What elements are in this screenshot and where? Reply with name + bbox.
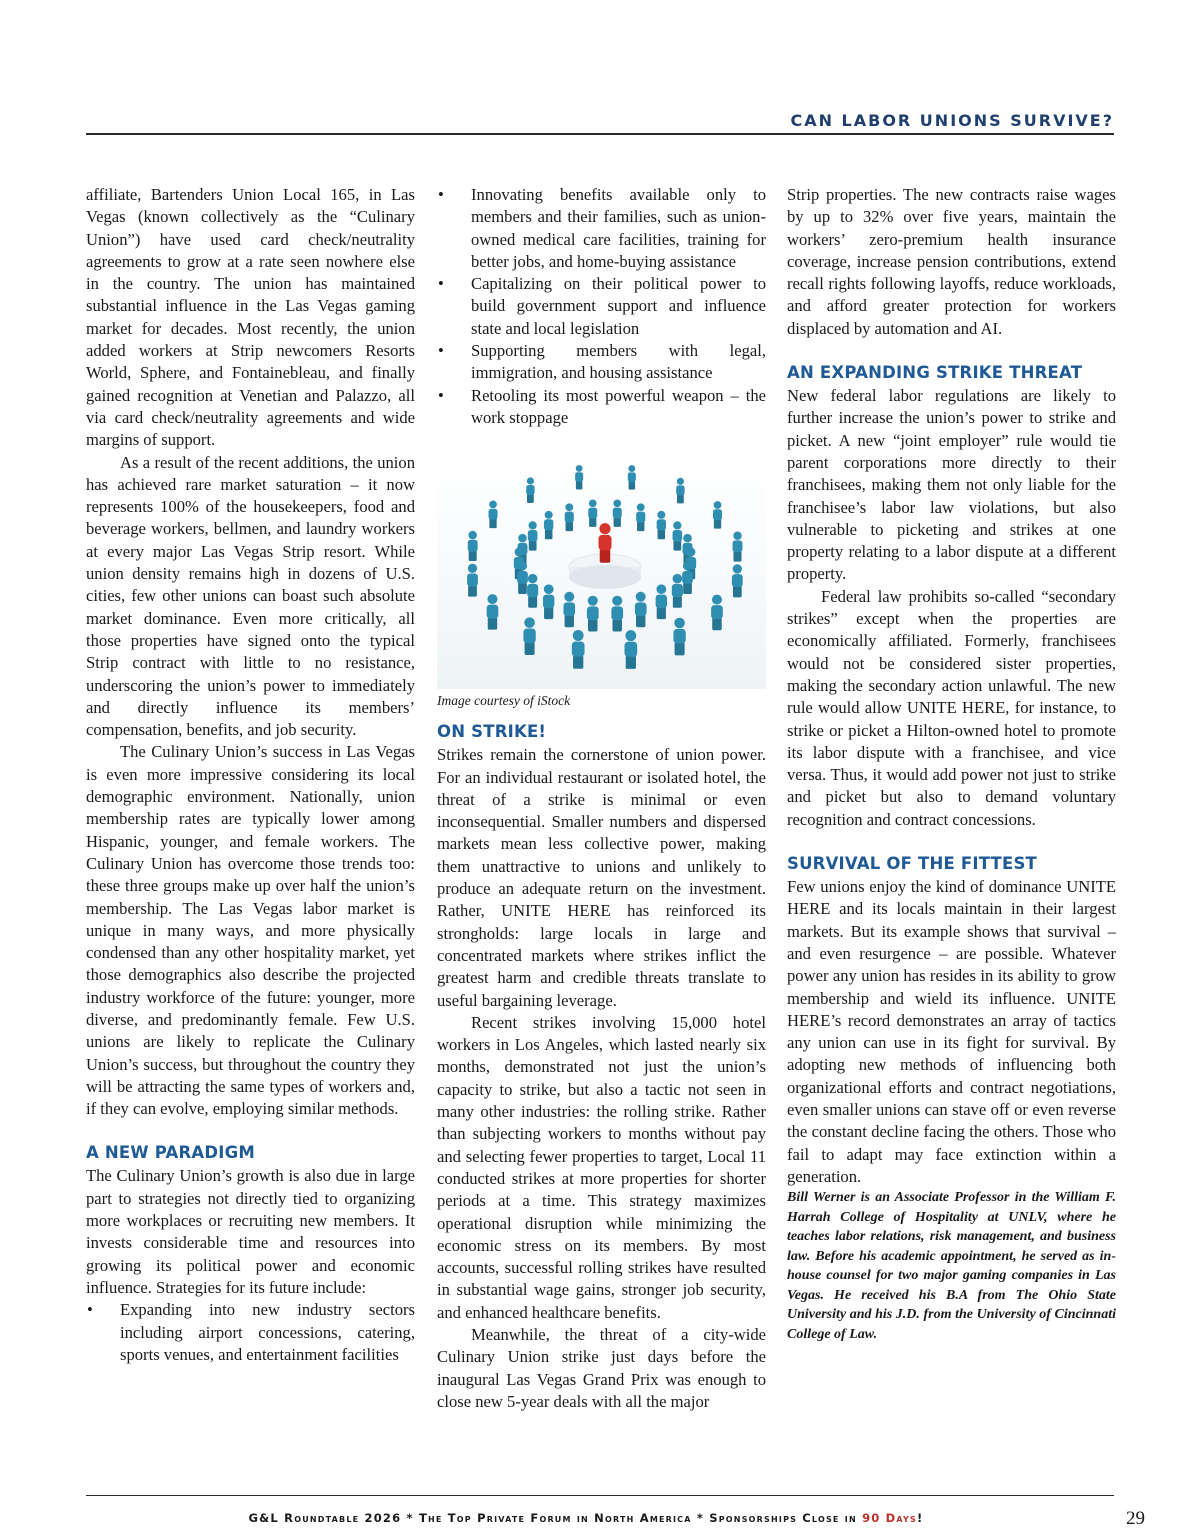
footer-accent: 90 Days — [862, 1511, 917, 1525]
crowd-figure — [628, 465, 636, 489]
crowd-figure — [635, 592, 647, 627]
crowd-figure — [611, 596, 623, 632]
section-heading-survival-of-the-fittest: SURVIVAL OF THE FITTEST — [787, 854, 1038, 874]
crowd-figure — [636, 504, 645, 532]
paragraph: Meanwhile, the threat of a city-wide Culinary Union strike just days before the inaugural Las Vegas Grand Prix was enough to close new 5-year deals with all the major — [437, 1324, 766, 1411]
crowd-figure — [711, 595, 723, 631]
bullet-symbol: • — [438, 185, 444, 204]
paragraph: Few unions enjoy the kind of dominance UNITE HERE and its locals maintain in their largest markets. But its example shows that survival – and even resurgence – are possible. Whatever power any union has resides in its ability to grow membership and wield its influence. UNITE HERE’s record demonstrates an array of tactics any union can use in its fight for survival. By adopting new methods of influencing both organizational efforts and contract negotiations, even smaller unions can stave off or even reverse the constant decline facing the others. Those who fail to adapt may face extinction within a generation. — [787, 877, 1116, 1186]
crowd-figure — [733, 532, 743, 562]
list-item-text: Innovating benefits available only to members and their families, such as union-owned medical care facilities, training for better jobs, and home-buying assistance — [471, 185, 766, 271]
paragraph: New federal labor regulations are likely to further increase the union’s power to strike and picket. A new “joint employer” rule would tie parent corporations more directly to their franchisees, making them not only liable for the franchisee’s labor law violations, but also vulnerable to picketing and strikes at one property relating to a labor dispute at a different property. — [787, 386, 1116, 584]
crowd-figure — [673, 522, 683, 551]
footer-text: G&L Roundtable 2026 * The Top Private Forum in North America * Sponsorships Close in — [248, 1511, 863, 1525]
page-number: 29 — [1126, 1508, 1145, 1529]
list-item-text: Capitalizing on their political power to build government support and influence state and local legislation — [471, 274, 766, 338]
crowd-figure — [613, 500, 622, 527]
footer-banner — [86, 1511, 1086, 1525]
column-2 — [437, 184, 766, 1413]
list-item — [86, 1299, 415, 1366]
list-item-text: Retooling its most powerful weapon – the work stoppage — [471, 385, 766, 427]
author-bio: Bill Werner is an Associate Professor in the William F. Harrah College of Hospitality at UNLV, where he teaches labor relations, risk management, and business law. Before his academic appointment, he served as in-house counsel for two major gaming companies in Las Vegas. He received his B.A from The Ohio State University and his J.D. from the University of Cincinnati College of Law. — [787, 1190, 1116, 1342]
crowd-figures — [437, 451, 766, 689]
leader-figure — [598, 523, 611, 563]
footer-rule — [86, 1495, 1114, 1496]
crowd-illustration — [437, 451, 766, 689]
paragraph: Strip properties. The new contracts raise wages by up to 32% over five years, maintain the workers’ zero-premium health insurance coverage, increase pension contributions, extend recall rights following layoffs, reduce workloads, and afford greater protection for workers displaced by automation and AI. — [787, 185, 1116, 338]
crowd-figure — [487, 594, 499, 630]
list-item — [437, 184, 766, 273]
crowd-figure — [732, 565, 743, 598]
paragraph: Federal law prohibits so-called “secondary strikes” except when the properties are economically affiliated. Formerly, franchisees would not be considered sister properties, making the secondary action unlawful. The new rule would allow UNITE HERE, for instance, to strike or picket a Hilton-owned hotel to promote its labor dispute with a franchisee, and vice versa. Thus, it would add power not just to strike and picket but also to demand voluntary recognition and contract concessions. — [787, 586, 1116, 829]
crowd-figure — [526, 478, 534, 504]
crowd-figure — [587, 596, 599, 632]
crowd-figure — [563, 592, 575, 627]
paragraph: Recent strikes involving 15,000 hotel workers in Los Angeles, which lasted nearly six months, demonstrated not just the union’s capacity to strike, but also a tactic not seen in many other industries: the rolling strike. Rather than subjecting workers to months without pay and selecting fewer properties to target, Local 11 conducted strikes at more properties for shorter periods at a time. This strategy maximizes operational disruption while minimizing the economic stress on its members. By most accounts, successful rolling strikes have resulted in substantial wage gains, stronger job security, and enhanced healthcare benefits. — [437, 1012, 766, 1322]
header-rule — [86, 133, 1114, 135]
crowd-figure — [528, 522, 538, 551]
section-heading-on-strike: ON STRIKE! — [437, 722, 547, 742]
section-heading-new-paradigm: A NEW PARADIGM — [86, 1143, 255, 1163]
crowd-figure — [588, 500, 597, 527]
image-caption: Image courtesy of iStock — [437, 693, 571, 709]
column-3 — [787, 184, 1116, 1344]
crowd-figure — [676, 478, 684, 504]
crowd-figure — [673, 618, 685, 656]
paragraph: The Culinary Union’s growth is also due in large part to strategies not directly tied to organizing more workplaces or recruiting new members. It invests considerable time and resources into growing its political power and economic influence. Strategies for its future include: — [86, 1166, 415, 1297]
crowd-figure — [565, 504, 574, 532]
crowd-figure — [682, 562, 693, 595]
list-item-text: Supporting members with legal, immigration, and housing assistance — [471, 341, 766, 383]
running-head: CAN LABOR UNIONS SURVIVE? — [790, 111, 1114, 130]
paragraph: Strikes remain the cornerstone of union power. For an individual restaurant or isolated hotel, the threat of a strike is minimal or even inconsequential. Smaller numbers and dispersed markets mean less collective power, making them unattractive to unions and unlikely to produce an adequate return on the investment. Rather, UNITE HERE has reinforced its strongholds: large locals in large and concentrated markets where strikes inflict the greatest harm and credible threats translate to useful bargaining leverage. — [437, 745, 766, 1010]
list-item-text: Expanding into new industry sectors including airport concessions, catering, sports venues, and entertainment facilities — [120, 1300, 415, 1364]
bullet-symbol: • — [438, 274, 444, 294]
crowd-figure — [713, 501, 722, 529]
footer-text-end: ! — [917, 1511, 924, 1525]
crowd-figure — [489, 501, 498, 529]
pedestal-base — [569, 565, 641, 589]
section-heading-expanding-strike-threat: AN EXPANDING STRIKE THREAT — [787, 363, 1083, 383]
crowd-figure — [523, 618, 535, 656]
crowd-figure — [657, 511, 666, 539]
crowd-figure — [572, 630, 585, 669]
strategy-list-continued — [437, 184, 766, 429]
crowd-figure — [467, 564, 478, 597]
crowd-figure — [672, 574, 683, 608]
crowd-figure — [517, 562, 528, 595]
list-item — [437, 273, 766, 340]
crowd-figure — [624, 630, 637, 669]
crowd-figure — [544, 511, 553, 539]
list-item — [437, 340, 766, 385]
crowd-figure — [656, 585, 667, 620]
bullet-symbol: • — [438, 341, 444, 361]
list-item — [437, 385, 766, 430]
strategy-list — [86, 1299, 415, 1366]
column-1 — [86, 184, 415, 1366]
bullet-symbol: • — [438, 385, 444, 405]
crowd-figure — [527, 574, 538, 608]
paragraph: The Culinary Union’s success in Las Vegas is even more impressive considering its local demographic environment. Nationally, union membership rates are typically lower among Hispanic, younger, and female workers. The Culinary Union has overcome those trends too: these three groups make up over half the union’s membership. The Las Vegas labor market is unique in many ways, and more physically condensed than any other hospitality market, yet those demographics also describe the projected industry workforce of the future: younger, more diverse, and predominantly female. Few U.S. unions are likely to replicate the Culinary Union’s success, but throughout the country they will be attracting the same types of workers and, if they can evolve, employing similar methods. — [86, 742, 415, 1119]
paragraph: As a result of the recent additions, the union has achieved rare market saturation – it now represents 100% of the housekeepers, food and beverage workers, bellmen, and laundry workers at every major Las Vegas Strip resort. While union density remains high in dozens of U.S. cities, few other unions can boast such absolute market dominance. Even more critically, all those properties have signed onto the typical Strip contract with little to no resistance, underscoring the union’s power to immediately and directly influence its members’ compensation, benefits, and job security. — [86, 452, 415, 740]
crowd-figure — [468, 531, 478, 561]
bullet-symbol: • — [87, 1300, 93, 1320]
paragraph: affiliate, Bartenders Union Local 165, in Las Vegas (known collectively as the “Culinary Union”) have used card check/neutrality agreements to grow at a rate seen nowhere else in the country. The union has maintained substantial influence in the Las Vegas gaming market for decades. Most recently, the union added workers at Strip newcomers Resorts World, Sphere, and Fontainebleau, and finally gained recognition at Venetian and Palazzo, all via card check/neutrality agreements and wide margins of support. — [86, 185, 415, 450]
crowd-figure — [575, 465, 583, 489]
crowd-figure — [543, 585, 554, 620]
